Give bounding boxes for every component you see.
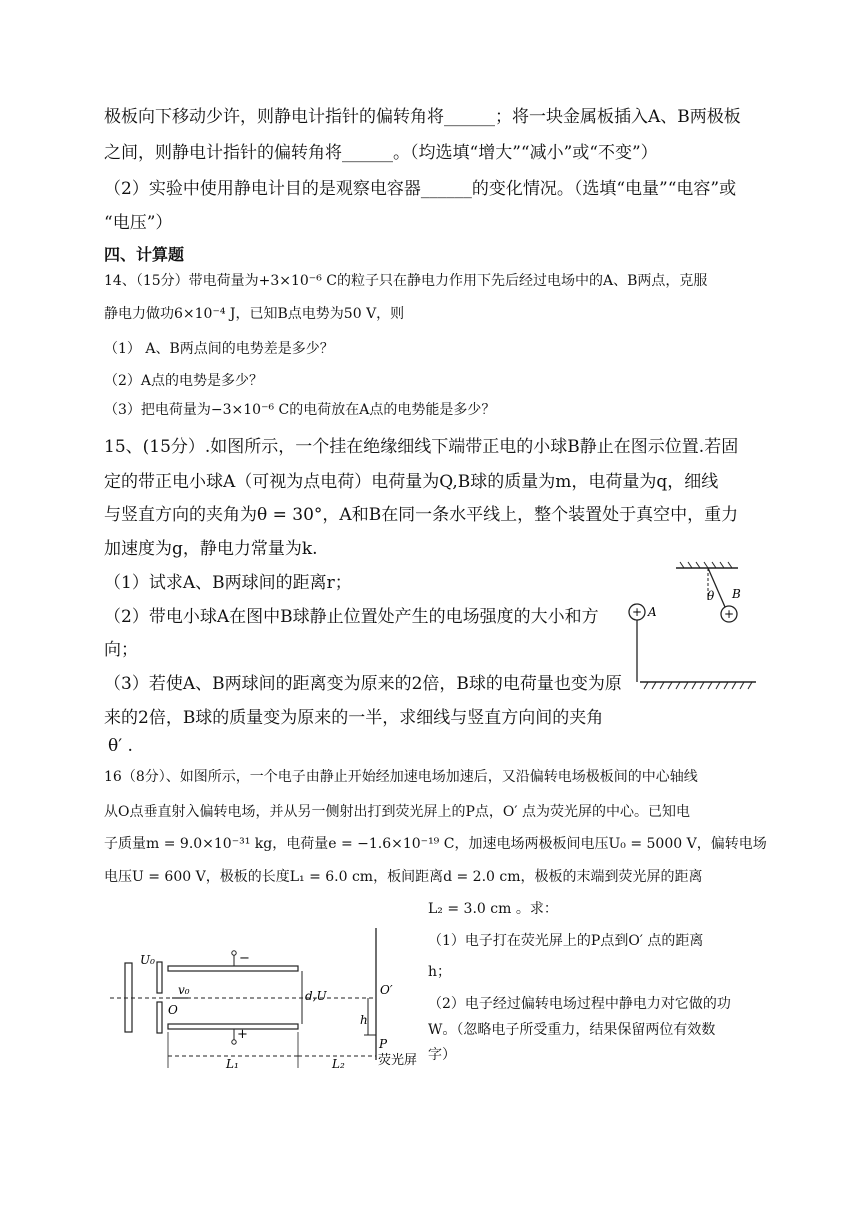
plus-b: +	[723, 607, 735, 621]
text-line: 定的带正电小球A（可视为点电荷）电荷量为Q,B球的质量为m，电荷量为q，细线	[104, 472, 719, 492]
plus-a: +	[631, 605, 643, 619]
text-line: 电压U = 600 V，极板的长度L₁ = 6.0 cm，板间距离d = 2.0 cm，极板的末端到荧光屏的距离	[104, 869, 703, 885]
text-line: W。（忽略电子所受重力，结果保留两位有效数	[428, 1022, 716, 1038]
text-line: （3）把电荷量为−3×10⁻⁶ C的电荷放在A点的电势能是多少？	[104, 402, 496, 418]
text-line: 来的2倍，B球的质量变为原来的一半，求细线与竖直方向间的夹角	[104, 708, 604, 728]
text-line: “电压”）	[104, 213, 173, 233]
text-line: h；	[428, 964, 452, 980]
oprime-label: O′	[380, 983, 393, 997]
text-line: 子质量m = 9.0×10⁻³¹ kg，电荷量e = −1.6×10⁻¹⁹ C，加速电场两极板间电压U₀ = 5000 V，偏转电场	[104, 836, 767, 852]
minus-sign: −	[239, 951, 250, 966]
text-line: 15、(15分）.如图所示，一个挂在绝缘细线下端带正电的小球B静止在图示位置.若固	[104, 437, 739, 457]
l1-label: L₁	[226, 1057, 239, 1070]
text-line: 之间，则静电计指针的偏转角将______。（均选填“增大”“减小”或“不变”）	[104, 143, 658, 163]
section-heading: 四、计算题	[104, 245, 185, 264]
electron-deflection-figure	[110, 920, 430, 1070]
u0-label: U₀	[140, 953, 155, 967]
plus-sign: +	[237, 1027, 248, 1042]
label-b: B	[732, 587, 741, 601]
text-line: 静电力做功6×10⁻⁴ J，已知B点电势为50 V，则	[104, 306, 405, 322]
text-line: 与竖直方向的夹角为θ = 30°，A和B在同一条水平线上，整个装置处于真空中，重力	[104, 505, 739, 525]
text-line: （2）实验中使用静电计目的是观察电容器______的变化情况。（选填“电量”“电容”或	[104, 179, 737, 199]
text-line: （2）带电小球A在图中B球静止位置处产生的电场强度的大小和方	[104, 607, 599, 627]
theta-label: θ	[707, 589, 715, 603]
text-line: 14、（15分）带电荷量为+3×10⁻⁶ C的粒子只在静电力作用下先后经过电场中的A、B两点，克服	[104, 273, 708, 289]
text-line: （3）若使A、B两球间的距离变为原来的2倍，B球的电荷量也变为原	[104, 674, 622, 694]
text-line: （2）电子经过偏转电场过程中静电力对它做的功	[428, 996, 731, 1012]
text-line: （2）A点的电势是多少？	[104, 373, 264, 389]
v0-label: v₀	[178, 983, 190, 997]
o-label: O	[168, 1003, 178, 1017]
text-line: （1）试求A、B两球间的距离r；	[104, 573, 352, 593]
text-line: L₂ = 3.0 cm 。求：	[428, 901, 558, 917]
text-line: （1） A、B两点间的电势差是多少？	[104, 341, 334, 357]
pendulum-figure	[628, 558, 768, 698]
h-label: h	[360, 1013, 368, 1027]
text-line: 16（8分）、如图所示，一个电子由静止开始经加速电场加速后，又沿偏转电场极板间的中心轴线	[104, 769, 698, 785]
l2-label: L₂	[332, 1057, 345, 1070]
text-line: 从O点垂直射入偏转电场，并从另一侧射出打到荧光屏上的P点，O′ 点为荧光屏的中心。已知电	[104, 804, 691, 820]
p-label: P	[379, 1037, 388, 1051]
du-label: d,U	[305, 989, 327, 1003]
text-line: 字）	[428, 1047, 456, 1063]
text-line: θ′ .	[108, 736, 133, 756]
text-line: 加速度为g，静电力常量为k.	[104, 539, 318, 559]
text-line: 极板向下移动少许，则静电计指针的偏转角将______；将一块金属板插入A、B两极板	[104, 107, 741, 127]
text-line: （1）电子打在荧光屏上的P点到O′ 点的距离	[428, 933, 704, 949]
screen-label: 荧光屏	[378, 1053, 418, 1068]
text-line: 向；	[104, 640, 138, 660]
label-a: A	[648, 605, 657, 619]
